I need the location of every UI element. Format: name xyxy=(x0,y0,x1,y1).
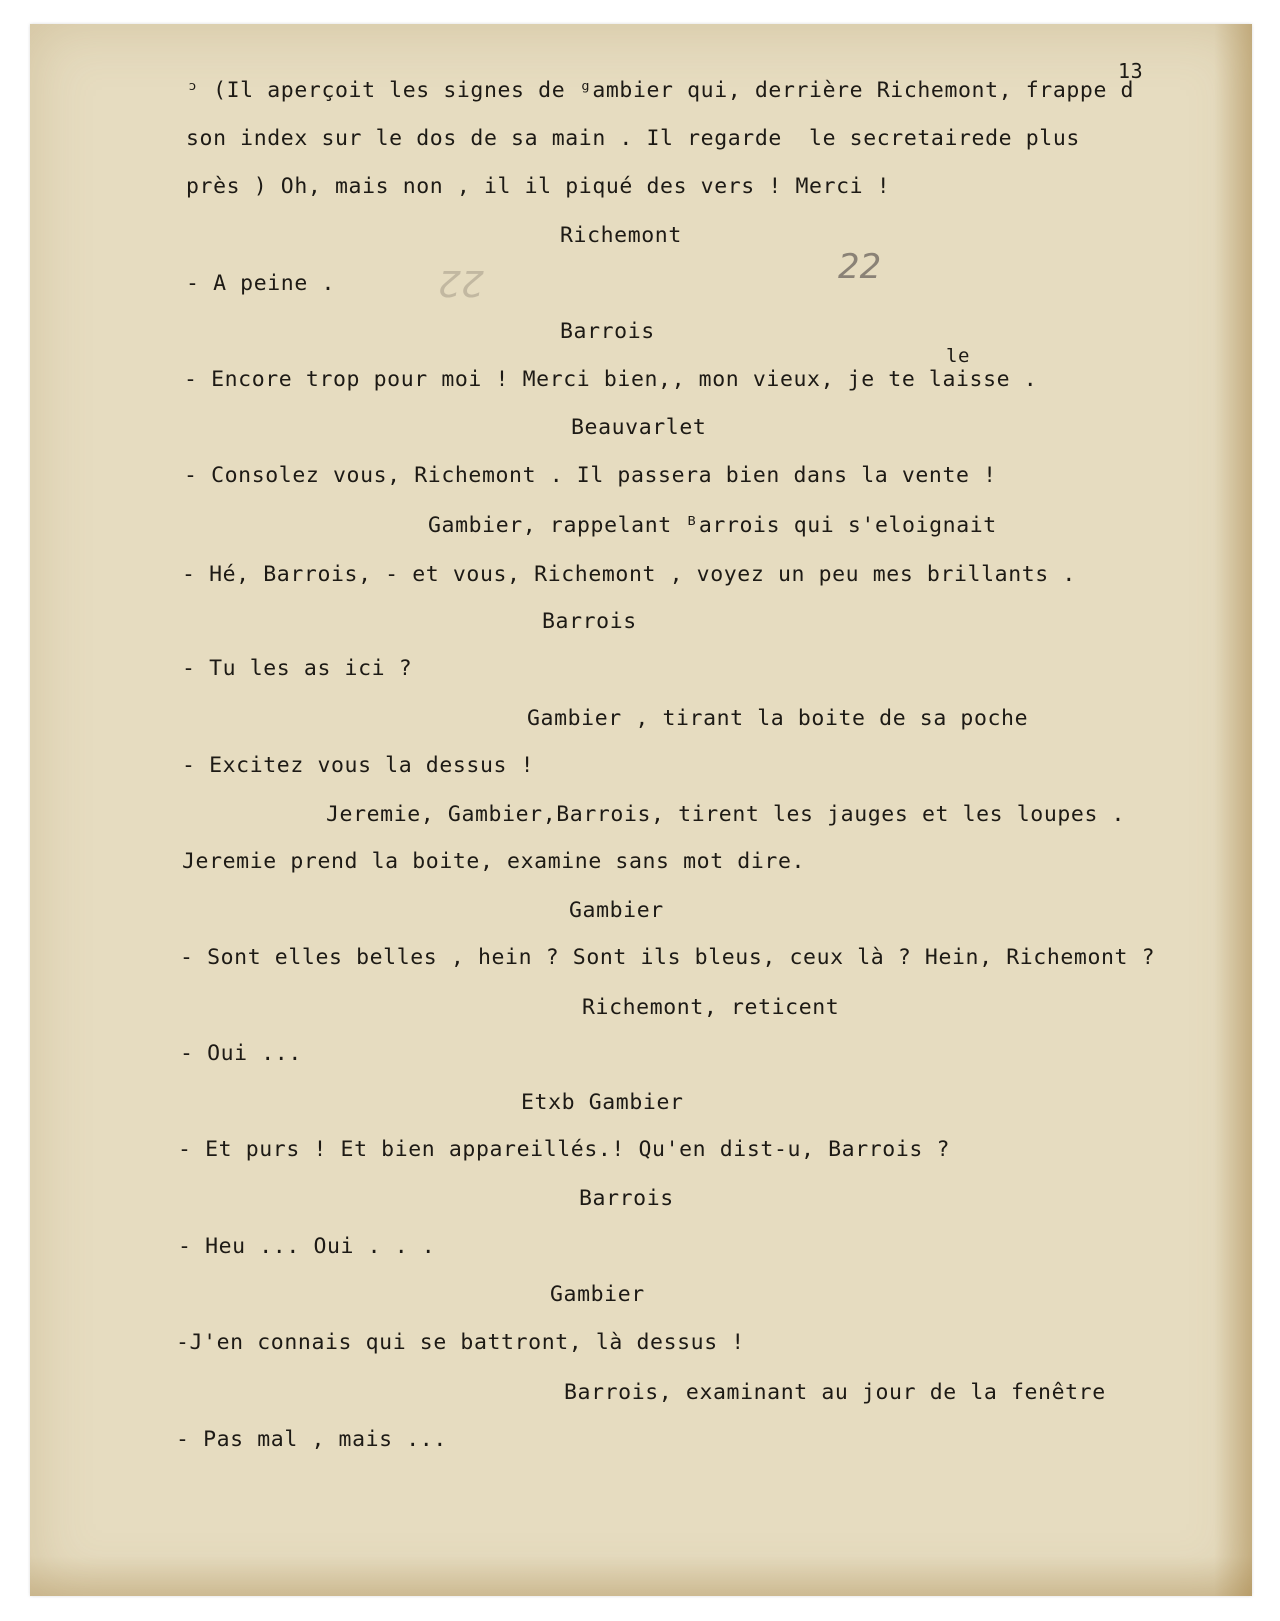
text-line-7: - Encore trop pour moi ! Merci bien,, mon vieux, je te laisse . xyxy=(184,367,1038,392)
text-line-19: - Sont elles belles , hein ? Sont ils bleus, ceux là ? Hein, Richemont ? xyxy=(180,945,1156,970)
text-line-13: - Tu les as ici ? xyxy=(182,656,413,681)
speaker-barrois-2: Barrois xyxy=(542,609,637,634)
text-line-23: - Et purs ! Et bien appareillés.! Qu'en dist-u, Barrois ? xyxy=(178,1137,951,1162)
speaker-gambier-1: Gambier xyxy=(569,898,664,923)
speaker-barrois-3: Barrois xyxy=(579,1186,674,1211)
text-line-5: - A peine . xyxy=(186,271,335,296)
text-line-3: près ) Oh, mais non , il il piqué des vers ! Merci ! xyxy=(186,174,891,199)
page-number: 13 xyxy=(1118,59,1144,83)
stage-direction-jauges: Jeremie, Gambier,Barrois, tirent les jauges et les loupes . xyxy=(326,802,1126,827)
text-line-21: - Oui ... xyxy=(180,1041,302,1066)
text-line-17: Jeremie prend la boite, examine sans mot dire. xyxy=(182,849,806,874)
text-line-9: - Consolez vous, Richemont . Il passera bien dans la vente ! xyxy=(184,463,997,488)
speaker-barrois-1: Barrois xyxy=(560,319,655,344)
stage-direction-gambier: Gambier, rappelant ᴮarrois qui s'eloignait xyxy=(428,513,997,538)
pencil-page-number: 22 xyxy=(838,247,882,287)
text-line-27: -J'en connais qui se battront, là dessus ! xyxy=(176,1330,745,1355)
speaker-richemont-1: Richemont xyxy=(560,223,682,248)
stage-direction-richemont: Richemont, reticent xyxy=(582,995,840,1020)
speaker-gambier-2: Etxb Gambier xyxy=(521,1090,684,1115)
page-edge-shadow-right xyxy=(1214,24,1252,1596)
pencil-page-number-faint: 22 xyxy=(438,262,484,303)
speaker-beauvarlet: Beauvarlet xyxy=(571,415,707,440)
text-line-29: - Pas mal , mais ... xyxy=(176,1427,447,1452)
stage-direction-barrois: Barrois, examinant au jour de la fenêtre xyxy=(564,1380,1106,1405)
text-line-25: - Heu ... Oui . . . xyxy=(178,1234,436,1259)
text-line-11: - Hé, Barrois, - et vous, Richemont , voyez un peu mes brillants . xyxy=(182,562,1076,587)
typewritten-page xyxy=(30,24,1252,1596)
speaker-gambier-3: Gambier xyxy=(550,1282,645,1307)
page-edge-shadow-bottom xyxy=(30,1556,1252,1596)
text-line-1: ᵓ (Il aperçoit les signes de ᵍambier qui, derrière Richemont, frappe d xyxy=(186,78,1135,103)
interlinear-word: le xyxy=(946,345,971,367)
stage-direction-gambier-2: Gambier , tirant la boite de sa poche xyxy=(527,706,1029,731)
text-line-2: son index sur le dos de sa main . Il regarde le secretairede plus xyxy=(186,126,1080,151)
text-line-15: - Excitez vous la dessus ! xyxy=(182,753,535,778)
